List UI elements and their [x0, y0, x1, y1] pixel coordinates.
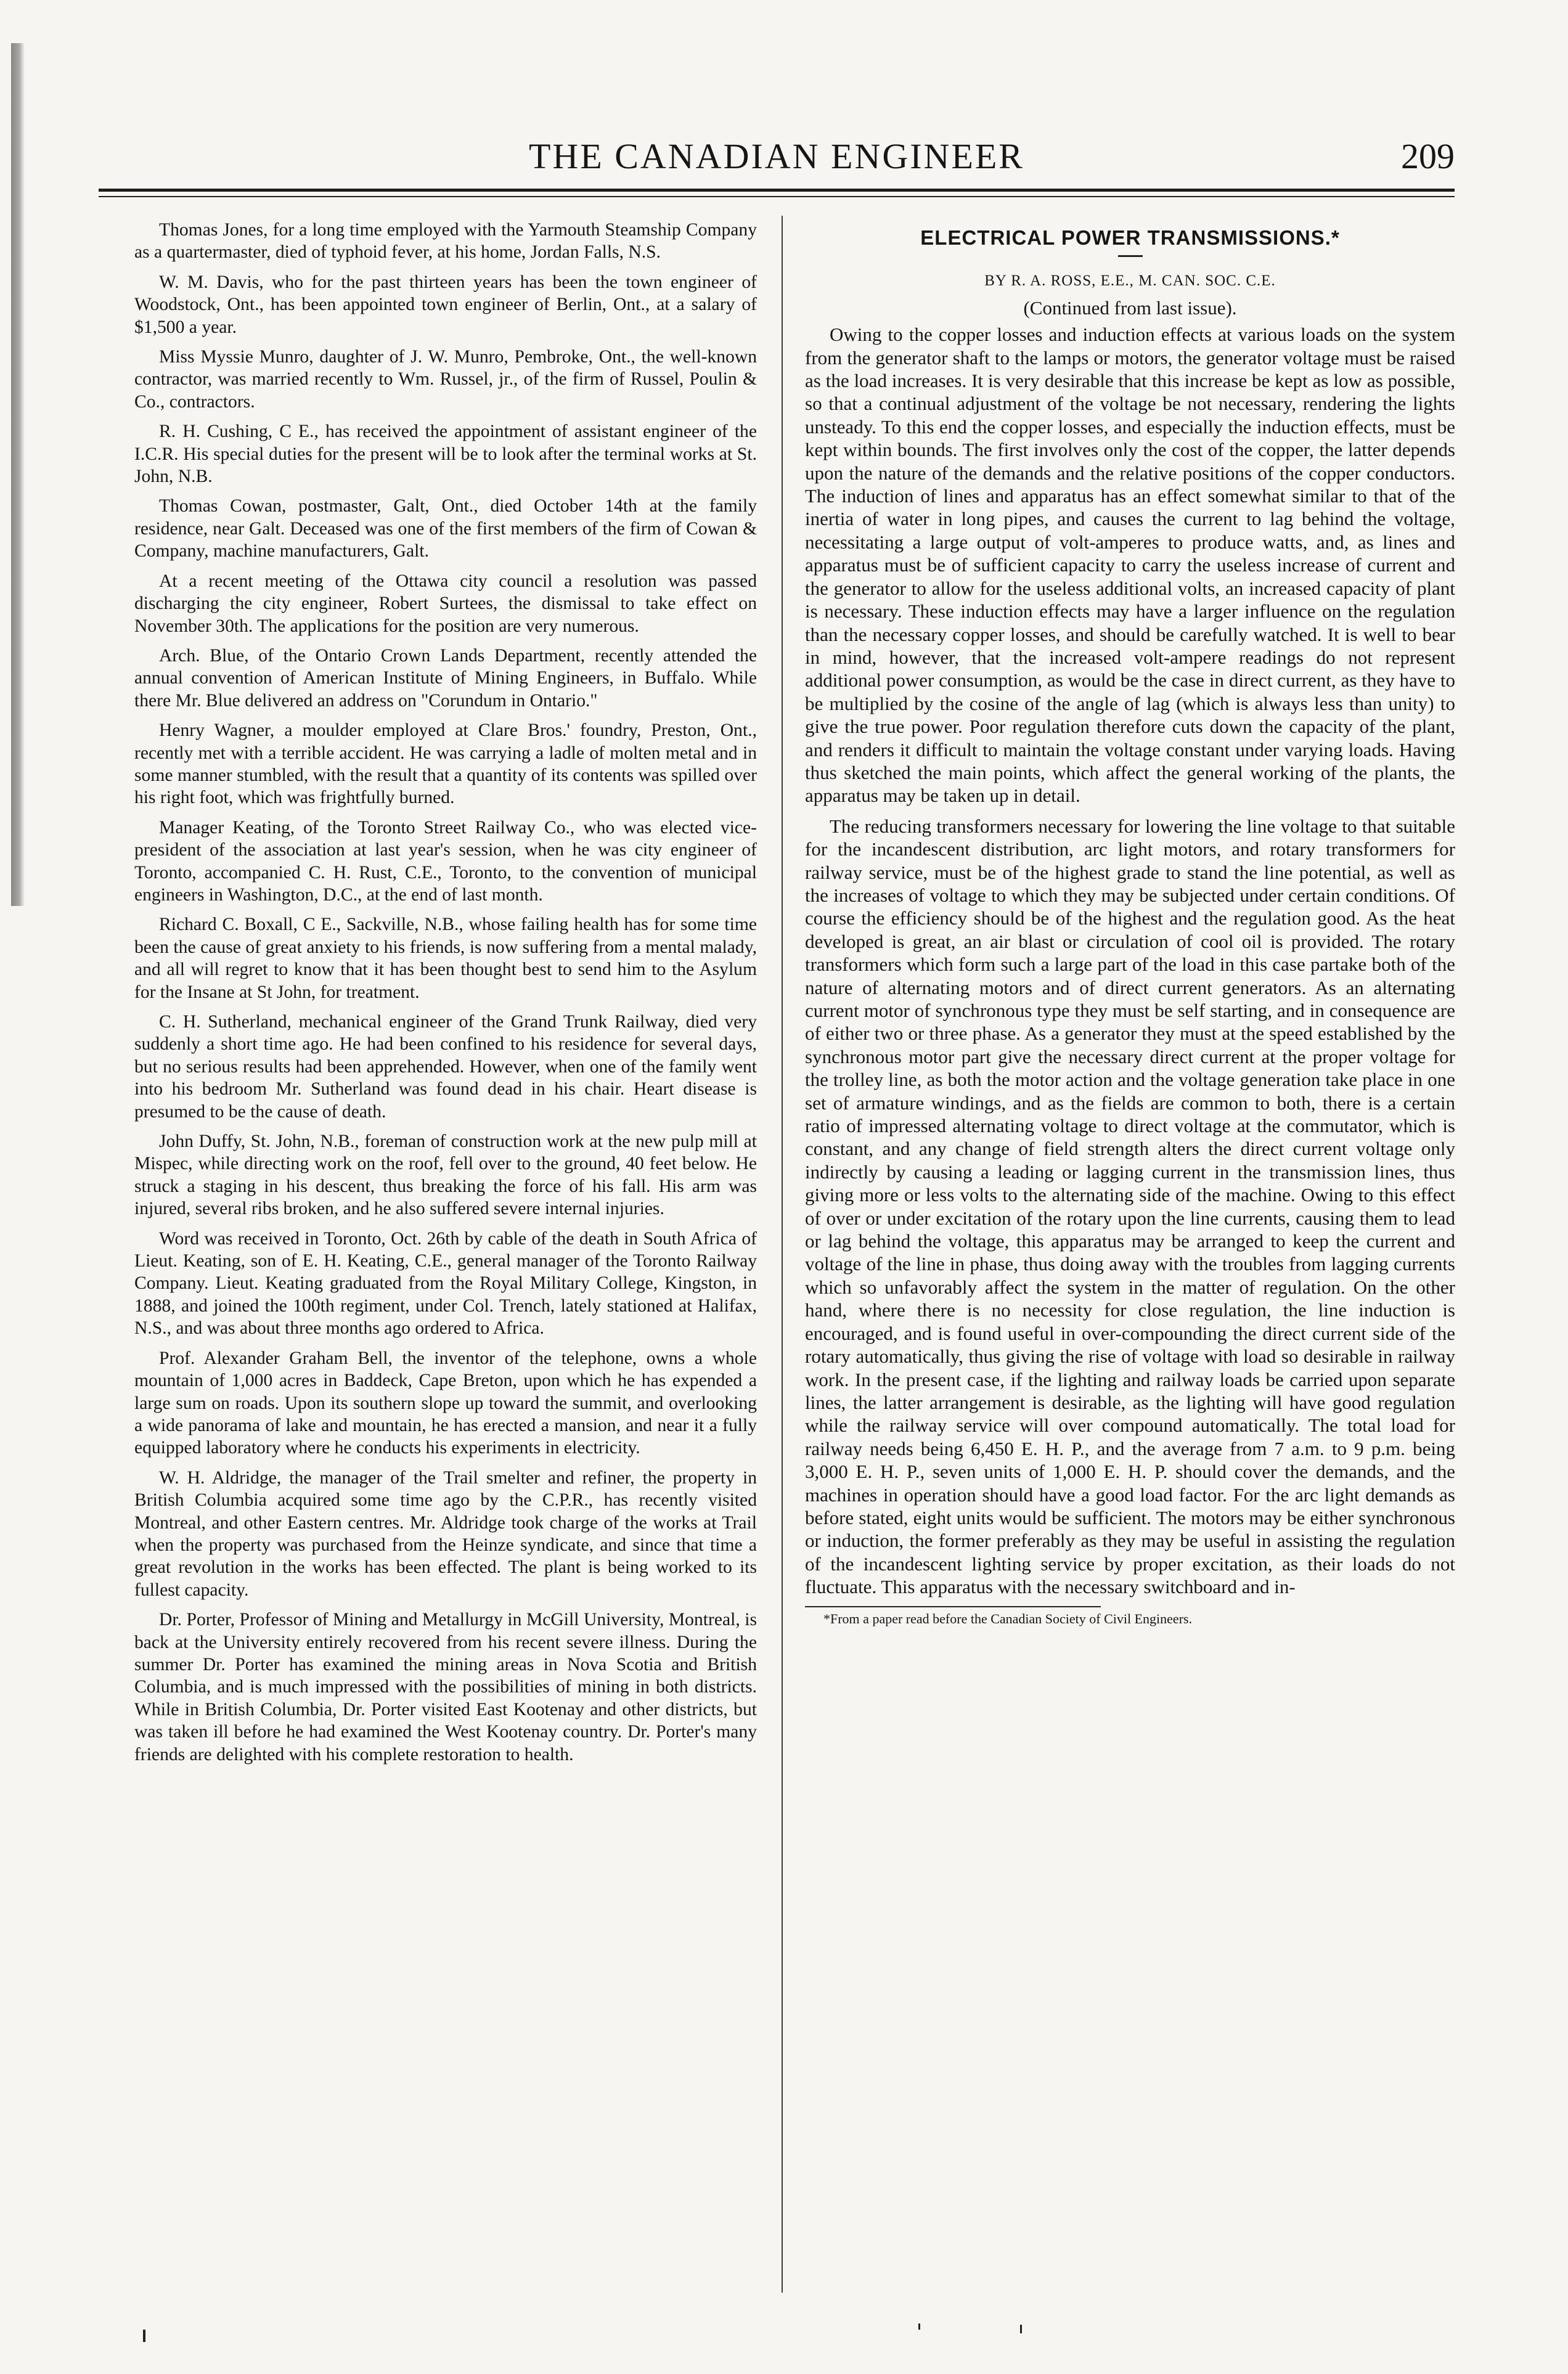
header-rule-thick	[99, 189, 1455, 192]
news-item: Thomas Cowan, postmaster, Galt, Ont., died October 14th at the family residence, near Galt. Deceased was one of the first members of the firm of Cowan & Company, machine manufacturers, Galt.	[134, 496, 757, 561]
column-divider	[782, 216, 783, 2293]
binding-edge	[11, 43, 25, 906]
news-item: R. H. Cushing, C E., has received the appointment of assistant engineer of the I.C.R. His special duties for the present will be to look after the terminal works at St. John, N.B.	[134, 422, 757, 487]
title-dash	[1118, 255, 1143, 257]
left-column	[134, 219, 757, 1773]
article-paragraph: Owing to the copper losses and induction effects at various loads on the system from the generator shaft to the lamps or motors, the generator voltage must be raised as the load increases. It is very desirable that this increase be kept as low as possible, so that a continual adjustment of the voltage be not necessary, rendering the lights unsteady. To this end the copper losses, and especially the induction effects, must be kept within bounds. The first involves only the cost of the copper, the latter depends upon the nature of the demands and the relative positions of the copper conductors. The induction of lines and apparatus has an effect somewhat similar to that of the inertia of water in long pipes, and causes the current to lag behind the voltage, necessitating a large output of volt-amperes to produce watts, and, as lines and apparatus must be of sufficient capacity to carry the useless increase of current and the generator to allow for the useless additional volts, an increased capacity of plant is necessary. These induction effects may have a larger influence on the regulation than the necessary copper losses, and should be carefully watched. It is well to bear in mind, however, that the increased volt-ampere readings do not represent additional power consumption, as would be the case in direct current, as they have to be multiplied by the cosine of the angle of lag (which is always less than unity) to give the true power. Poor regulation therefore cuts down the capacity of the plant, and renders it difficult to maintain the voltage constant under varying loads. Having thus sketched the main points, which affect the general working of the plants, the apparatus may be taken up in detail.	[805, 324, 1455, 807]
page-header	[99, 136, 1455, 185]
footnote-rule	[805, 1606, 1101, 1607]
news-item: At a recent meeting of the Ottawa city council a resolution was passed discharging the city engineer, Robert Surtees, the dismissal to take effect on November 30th. The applications for the position are very numerous.	[134, 571, 757, 636]
news-item: W. H. Aldridge, the manager of the Trail smelter and refiner, the property in British Columbia acquired some time ago by the C.P.R., has recently visited Montreal, and other Eastern centres. Mr. Aldridge took charge of the works at Trail when the property was purchased from the Heinze syndicate, and since that time a great revolution in the works has been effected. The plant is being worked to its fullest capacity.	[134, 1467, 757, 1600]
right-column	[805, 219, 1455, 1627]
news-item: Manager Keating, of the Toronto Street Railway Co., who was elected vice-president of the association at last year's session, when he was city engineer of Toronto, accompanied C. H. Rust, C.E., Toronto, to the convention of municipal engineers in Washington, D.C., at the end of last month.	[134, 817, 757, 905]
news-item: Henry Wagner, a moulder employed at Clare Bros.' foundry, Preston, Ont., recently met with a terrible accident. He was carrying a ladle of molten metal and in some manner stumbled, with the result that a quantity of its contents was spilled over his right foot, which was frightfully burned.	[134, 720, 757, 808]
news-item: W. M. Davis, who for the past thirteen years has been the town engineer of Woodstock, Ont., has been appointed town engineer of Berlin, Ont., at a salary of $1,500 a year.	[134, 272, 757, 337]
stray-mark	[918, 2323, 920, 2330]
news-item: Dr. Porter, Professor of Mining and Metallurgy in McGill University, Montreal, is back at the University entirely recovered from his recent severe illness. During the summer Dr. Porter has examined the mining areas in Nova Scotia and British Columbia, and is much impressed with the possibilities of mining in both districts. While in British Columbia, Dr. Porter visited East Kootenay and other districts, but was taken ill before he had examined the West Kootenay country. Dr. Porter's many friends are delighted with his complete restoration to health.	[134, 1610, 757, 1764]
continued-note: (Continued from last issue).	[1023, 296, 1237, 319]
stray-mark	[1020, 2325, 1022, 2333]
article-title: ELECTRICAL POWER TRANSMISSIONS.*	[920, 226, 1340, 249]
header-rule-thin	[99, 196, 1455, 197]
news-item: C. H. Sutherland, mechanical engineer of the Grand Trunk Railway, died very suddenly a short time ago. He had been confined to his residence for several days, but no serious results had been apprehended. However, when one of the family went into his bedroom Mr. Sutherland was found dead in his chair. Heart disease is presumed to be the cause of death.	[134, 1012, 757, 1122]
publication-title: THE CANADIAN ENGINEER	[528, 136, 1024, 176]
news-item: Thomas Jones, for a long time employed with the Yarmouth Steamship Company as a quartermaster, died of typhoid fever, at his home, Jordan Falls, N.S.	[134, 220, 757, 263]
news-item: Word was received in Toronto, Oct. 26th by cable of the death in South Africa of Lieut. Keating, son of E. H. Keating, C.E., general manager of the Toronto Railway Company. Lieut. Keating graduated from the Royal Military College, Kingston, in 1888, and joined the 100th regiment, under Col. Trench, lately stationed at Halifax, N.S., and was about three months ago ordered to Africa.	[134, 1228, 757, 1339]
article-byline: BY R. A. ROSS, E.E., M. CAN. SOC. C.E.	[984, 272, 1276, 290]
news-item: Arch. Blue, of the Ontario Crown Lands Department, recently attended the annual convention of American Institute of Mining Engineers, in Buffalo. While there Mr. Blue delivered an address on "Corundum in Ontario."	[134, 645, 757, 711]
article-paragraph: The reducing transformers necessary for lowering the line voltage to that suitable for the incandescent distribution, arc light motors, and rotary transformers for railway service, must be of the highest grade to stand the line potential, as well as the increases of voltage to which they may be subjected under certain conditions. Of course the efficiency should be of the highest and the regulation good. As the heat developed is great, an air blast or circulation of cool oil is provided. The rotary transformers which form such a large part of the load in this case partake both of the nature of alternating motors and of direct current generators. As an alternating current motor of synchronous type they must be self starting, and in consequence are of either two or three phase. As a generator they must at the speed established by the synchronous motor part give the necessary direct current at the proper voltage for the trolley line, as both the motor action and the voltage generation take place in one set of armature windings, and as the fields are common to both, there is a certain ratio of impressed alternating voltage to direct voltage at the commutator, which is constant, and any change of field strength alters the direct current voltage only indirectly by causing a leading or lagging current in the transmission lines, thus giving more or less volts to the alternating side of the machine. Owing to this effect of over or under excitation of the rotary upon the line currents, causing them to lead or lag behind the voltage, this apparatus may be arranged to keep the current and voltage of the line in phase, thus doing away with the troubles from lagging currents which so unfavorably affect the system in the matter of regulation. On the other hand, where there is no necessity for close regulation, the line induction is encouraged, and is found useful in over-compounding the direct current side of the rotary automatically, thus giving the rise of voltage with load so desirable in railway work. In the present case, if the lighting and railway loads be carried upon separate lines, the latter arrangement is desirable, as the lighting will have good regulation while the railway service will over compound automatically. The total load for railway needs being 6,450 E. H. P., and the average from 7 a.m. to 9 p.m. being 3,000 E. H. P., seven units of 1,000 E. H. P. should cover the demands, and the machines in operation should have a good load factor. For the arc light demands as before stated, eight units would be sufficient. The motors may be either synchronous or induction, the former preferably as they may be useful in assisting the regulation of the incandescent lighting service by proper excitation, as their loads do not fluctuate. This apparatus with the necessary switchboard and in-	[805, 815, 1455, 1598]
news-item: Prof. Alexander Graham Bell, the inventor of the telephone, owns a whole mountain of 1,000 acres in Baddeck, Cape Breton, upon which he has expended a large sum on roads. Upon its southern slope up toward the summit, and overlooking a wide panorama of lake and mountain, he has erected a mansion, and near it a fully equipped laboratory where he conducts his experiments in electricity.	[134, 1348, 757, 1458]
footnote: *From a paper read before the Canadian Society of Civil Engineers.	[823, 1610, 1193, 1626]
stray-mark	[143, 2330, 145, 2342]
news-item: John Duffy, St. John, N.B., foreman of construction work at the new pulp mill at Mispec, while directing work on the roof, fell over to the ground, 40 feet below. He struck a staging in his descent, thus breaking the force of his fall. His arm was injured, several ribs broken, and he also suffered severe internal injuries.	[134, 1132, 757, 1219]
page-number: 209	[1401, 136, 1455, 176]
news-item: Richard C. Boxall, C E., Sackville, N.B., whose failing health has for some time been the cause of great anxiety to his friends, is now suffering from a mental malady, and all will regret to know that it has been thought best to send him to the Asylum for the Insane at St John, for treatment.	[134, 915, 757, 1002]
news-item: Miss Myssie Munro, daughter of J. W. Munro, Pembroke, Ont., the well-known contractor, was married recently to Wm. Russel, jr., of the firm of Russel, Poulin & Co., contractors.	[134, 347, 757, 412]
